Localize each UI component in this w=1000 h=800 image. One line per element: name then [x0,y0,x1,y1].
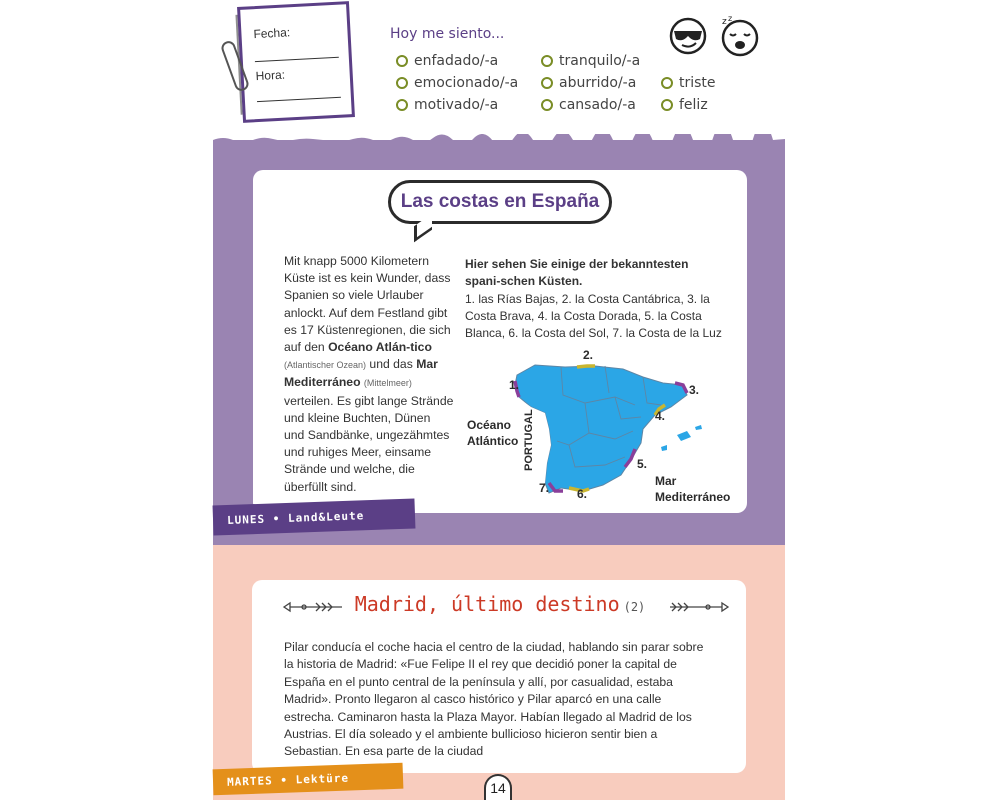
map-number-4: 4. [655,409,666,423]
hora-label: Hora: [255,67,286,84]
section1-title: Las costas en España [400,191,600,212]
sleepy-face-icon [722,14,757,55]
mood-option-tranquilo[interactable]: tranquilo/-a [541,53,640,69]
section1-body: Mit knapp 5000 Kilometern Küste ist es kein Wunder, dass Spanien so viele Urlauber anlockt. Auf dem Festland gibt es 17 Küstenregionen, die sich auf den Océano Atlán-tico (Atlantischer Ozean) und das Mar Mediterráneo (Mittelmeer) verteilen. Es gibt lange Strände und kleine Buchten, Dünen und Sandbänke, ungezähmtes und ruhiges Meer, einsame Strände und welche, die überfüllt sind. [284,254,454,494]
radio-circle-icon [661,99,673,111]
mood-option-aburrido[interactable]: aburrido/-a [541,75,636,91]
map-label-mediterranean: Mar Mediterráneo [655,474,731,504]
emoji-faces-icon [668,14,768,58]
svg-text:z: z [728,14,733,23]
map-number-7: 7. [539,481,550,495]
island-ibiza [661,445,667,451]
mood-option-emocionado[interactable]: emocionado/-a [396,75,518,91]
map-number-3: 3. [689,383,700,397]
map-label-atlantic: Océano Atlántico [467,418,519,448]
island-menorca [695,425,702,430]
radio-circle-icon [541,99,553,111]
arrow-right-decoration-icon [668,600,730,614]
fecha-line[interactable] [255,57,339,62]
map-number-2: 2. [583,348,594,362]
radio-circle-icon [661,77,673,89]
coast-cantabrica [577,366,595,367]
radio-circle-icon [541,55,553,67]
hora-line[interactable] [257,97,341,102]
arrow-left-decoration-icon [282,600,344,614]
fecha-label: Fecha: [253,25,291,42]
radio-circle-icon [541,77,553,89]
radio-circle-icon [396,99,408,111]
mood-option-feliz[interactable]: feliz [661,97,708,113]
map-number-1: 1. [509,378,520,392]
mood-option-triste[interactable]: triste [661,75,716,91]
section1-coast-list: 1. las Rías Bajas, 2. la Costa Cantábrica, 3. la Costa Brava, 4. la Costa Dorada, 5. la Costa Blanca, 6. la Costa del Sol, 7. la Costa de la Luz [465,292,722,340]
section2-body: Pilar conducía el coche hacia el centro de la ciudad, hablando sin parar sobre la historia de Madrid: «Fue Felipe II el rey que decidió poner la capital de España en el punto central de la península y allí, por casualidad, estaba Madrid». Pronto llegaron al casco histórico y Pilar aparcó en una calle estrecha. Caminaron hasta la Plaza Mayor. Habían llegado al Madrid de los Austrias. El día soleado y el ambiente bullicioso hicieron sentir bien a Sebastian. En esa parte de la ciudad [284,640,704,759]
section2-tag: MARTES • Lektüre [213,763,404,796]
mood-option-cansado[interactable]: cansado/-a [541,97,636,113]
page-number: 14 [484,774,512,800]
date-time-note [237,1,355,123]
section1-right-heading: Hier sehen Sie einige der bekanntesten spani-schen Küsten. [465,257,689,288]
mood-title: Hoy me siento... [390,26,505,42]
radio-circle-icon [396,77,408,89]
sunglasses-face-icon [671,19,705,53]
section1-tag: LUNES • Land&Leute [213,498,416,535]
map-number-5: 5. [637,457,648,471]
island-mallorca [677,431,691,441]
mood-option-enfadado[interactable]: enfadado/-a [396,53,498,69]
torn-edge [213,134,785,144]
section2-title: Madrid, último destino (2) [354,592,646,616]
spain-map [465,345,745,510]
map-label-portugal: PORTUGAL [523,409,535,471]
svg-text:z: z [722,17,727,27]
mood-option-motivado[interactable]: motivado/-a [396,97,498,113]
map-number-6: 6. [577,487,588,501]
radio-circle-icon [396,55,408,67]
